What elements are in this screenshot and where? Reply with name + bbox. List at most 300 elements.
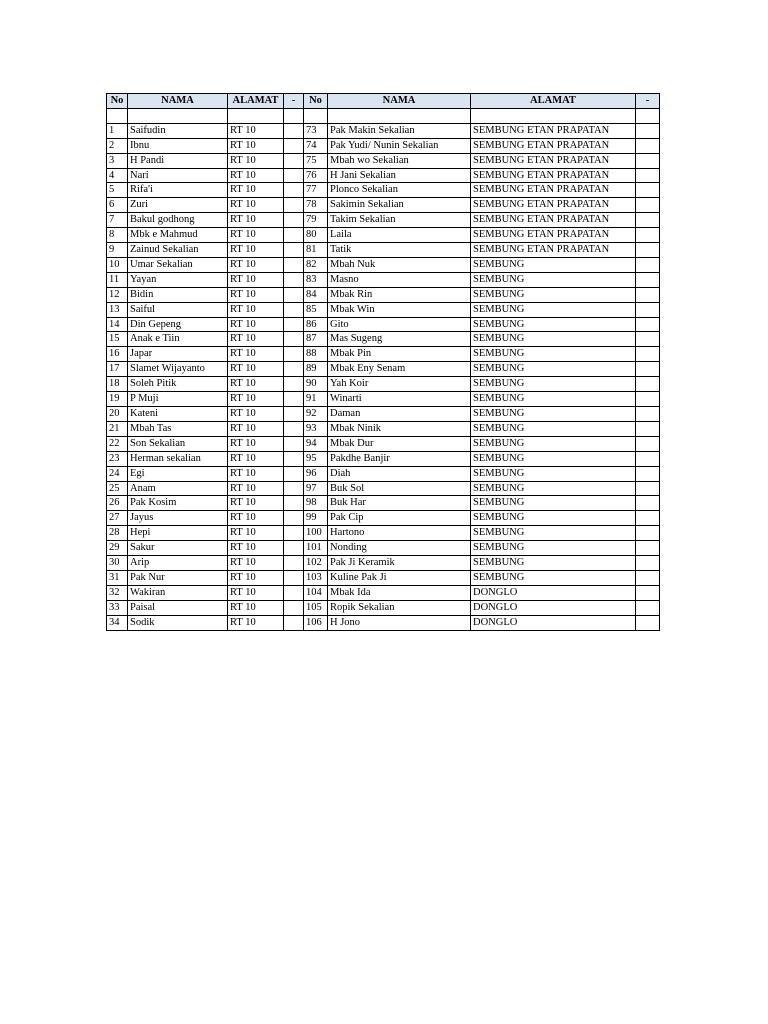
cell-alamat-2: SEMBUNG ETAN PRAPATAN [471,243,636,258]
table-row [107,436,660,451]
cell-dash-2 [636,585,660,600]
cell-nama: Herman sekalian [128,451,228,466]
cell-alamat-2: SEMBUNG [471,526,636,541]
cell-alamat-2: SEMBUNG [471,466,636,481]
cell-nama-2: Daman [328,407,471,422]
cell-dash-2 [636,421,660,436]
cell-nama: Sodik [128,615,228,630]
cell-no-2: 101 [304,541,328,556]
cell-alamat: RT 10 [228,243,284,258]
cell-dash [284,198,304,213]
cell-alamat-2: SEMBUNG ETAN PRAPATAN [471,153,636,168]
cell-dash [284,511,304,526]
cell-dash [284,362,304,377]
cell-alamat-2: SEMBUNG ETAN PRAPATAN [471,228,636,243]
blank-row [107,108,660,123]
header-no-2: No [304,94,328,109]
cell-dash [284,138,304,153]
table-body [107,108,660,630]
cell-dash-2 [636,168,660,183]
cell-alamat: RT 10 [228,570,284,585]
cell-nama-2: Pak Yudi/ Nunin Sekalian [328,138,471,153]
cell-no: 33 [107,600,128,615]
cell-nama-2: Mbah wo Sekalian [328,153,471,168]
table-row [107,511,660,526]
table-row [107,541,660,556]
cell-no-2: 91 [304,392,328,407]
cell-nama: Ibnu [128,138,228,153]
cell-dash-2 [636,541,660,556]
cell-nama-2: Laila [328,228,471,243]
cell-dash [284,585,304,600]
cell-no: 5 [107,183,128,198]
cell-nama: Son Sekalian [128,436,228,451]
cell-dash-2 [636,377,660,392]
table-row [107,287,660,302]
cell-no-2: 102 [304,556,328,571]
cell-dash [284,153,304,168]
cell-dash-2 [636,615,660,630]
cell-no: 34 [107,615,128,630]
cell-dash [284,407,304,422]
cell-nama: Soleh Pitik [128,377,228,392]
cell-dash [284,347,304,362]
cell-nama-2: Mas Sugeng [328,332,471,347]
cell-dash-2 [636,183,660,198]
cell-nama: Bidin [128,287,228,302]
cell-alamat-2: SEMBUNG [471,481,636,496]
blank-cell [636,108,660,123]
cell-alamat-2: SEMBUNG [471,257,636,272]
cell-alamat: RT 10 [228,585,284,600]
table-row [107,138,660,153]
cell-alamat: RT 10 [228,302,284,317]
cell-dash [284,421,304,436]
header-nama: NAMA [128,94,228,109]
cell-dash-2 [636,347,660,362]
cell-alamat: RT 10 [228,183,284,198]
cell-alamat-2: SEMBUNG [471,511,636,526]
cell-alamat: RT 10 [228,317,284,332]
cell-alamat-2: SEMBUNG [471,556,636,571]
table-row [107,257,660,272]
cell-alamat: RT 10 [228,123,284,138]
cell-dash [284,183,304,198]
cell-nama-2: Pak Ji Keramik [328,556,471,571]
cell-alamat-2: SEMBUNG [471,317,636,332]
cell-alamat: RT 10 [228,138,284,153]
cell-no-2: 97 [304,481,328,496]
blank-cell [471,108,636,123]
cell-alamat-2: DONGLO [471,585,636,600]
cell-nama: Rifa'i [128,183,228,198]
cell-dash [284,556,304,571]
cell-dash-2 [636,287,660,302]
cell-no-2: 80 [304,228,328,243]
cell-alamat-2: SEMBUNG ETAN PRAPATAN [471,123,636,138]
table-row [107,213,660,228]
cell-no: 24 [107,466,128,481]
cell-nama-2: Mbak Pin [328,347,471,362]
cell-alamat-2: SEMBUNG [471,407,636,422]
cell-nama-2: Pakdhe Banjir [328,451,471,466]
cell-nama-2: Mbak Rin [328,287,471,302]
cell-alamat: RT 10 [228,362,284,377]
cell-dash-2 [636,198,660,213]
cell-dash-2 [636,600,660,615]
cell-nama: Anam [128,481,228,496]
cell-alamat: RT 10 [228,600,284,615]
table-row [107,272,660,287]
cell-no: 13 [107,302,128,317]
cell-nama: Anak e Tiin [128,332,228,347]
cell-no-2: 95 [304,451,328,466]
cell-no-2: 90 [304,377,328,392]
cell-dash-2 [636,228,660,243]
cell-nama: Umar Sekalian [128,257,228,272]
cell-dash [284,615,304,630]
cell-nama: Arip [128,556,228,571]
cell-nama-2: H Jani Sekalian [328,168,471,183]
header-dash-2: - [636,94,660,109]
cell-no-2: 78 [304,198,328,213]
table-row [107,585,660,600]
cell-nama: Jayus [128,511,228,526]
cell-no-2: 89 [304,362,328,377]
cell-no: 6 [107,198,128,213]
cell-nama-2: Plonco Sekalian [328,183,471,198]
cell-no-2: 76 [304,168,328,183]
cell-dash [284,213,304,228]
cell-alamat: RT 10 [228,556,284,571]
cell-nama: Saiful [128,302,228,317]
cell-dash [284,377,304,392]
cell-nama-2: Takim Sekalian [328,213,471,228]
cell-alamat: RT 10 [228,287,284,302]
header-alamat-2: ALAMAT [471,94,636,109]
cell-dash [284,287,304,302]
cell-no-2: 82 [304,257,328,272]
cell-dash-2 [636,138,660,153]
cell-nama: Paisal [128,600,228,615]
cell-no: 27 [107,511,128,526]
table-row [107,153,660,168]
cell-no: 28 [107,526,128,541]
table-row [107,496,660,511]
cell-dash [284,302,304,317]
cell-alamat-2: SEMBUNG ETAN PRAPATAN [471,168,636,183]
cell-no-2: 96 [304,466,328,481]
cell-dash-2 [636,362,660,377]
blank-cell [228,108,284,123]
table-row [107,570,660,585]
cell-no-2: 79 [304,213,328,228]
table-row [107,451,660,466]
cell-nama: Nari [128,168,228,183]
cell-alamat-2: SEMBUNG [471,332,636,347]
table-row [107,243,660,258]
table-row [107,392,660,407]
cell-no: 3 [107,153,128,168]
cell-dash-2 [636,481,660,496]
cell-alamat-2: SEMBUNG [471,421,636,436]
cell-nama-2: Buk Har [328,496,471,511]
cell-alamat-2: SEMBUNG [471,302,636,317]
cell-alamat: RT 10 [228,213,284,228]
table-row [107,421,660,436]
cell-no-2: 94 [304,436,328,451]
cell-alamat: RT 10 [228,466,284,481]
header-alamat: ALAMAT [228,94,284,109]
cell-no: 17 [107,362,128,377]
cell-nama-2: Hartono [328,526,471,541]
cell-alamat-2: SEMBUNG ETAN PRAPATAN [471,138,636,153]
cell-alamat: RT 10 [228,168,284,183]
cell-nama: Saifudin [128,123,228,138]
cell-dash-2 [636,511,660,526]
cell-no-2: 100 [304,526,328,541]
cell-alamat: RT 10 [228,347,284,362]
cell-no-2: 103 [304,570,328,585]
cell-nama: P Muji [128,392,228,407]
cell-no: 23 [107,451,128,466]
cell-no-2: 98 [304,496,328,511]
cell-no-2: 73 [304,123,328,138]
blank-cell [107,108,128,123]
cell-nama-2: Mbah Nuk [328,257,471,272]
table-row [107,228,660,243]
cell-alamat: RT 10 [228,407,284,422]
cell-dash-2 [636,436,660,451]
cell-no: 2 [107,138,128,153]
cell-nama: Japar [128,347,228,362]
cell-dash-2 [636,332,660,347]
cell-no-2: 99 [304,511,328,526]
cell-dash-2 [636,272,660,287]
cell-nama-2: Masno [328,272,471,287]
cell-dash-2 [636,496,660,511]
cell-nama: Bakul godhong [128,213,228,228]
blank-cell [328,108,471,123]
cell-no: 20 [107,407,128,422]
cell-no: 19 [107,392,128,407]
cell-no: 25 [107,481,128,496]
cell-alamat-2: SEMBUNG [471,570,636,585]
table-row [107,407,660,422]
cell-alamat-2: SEMBUNG [471,377,636,392]
cell-alamat-2: SEMBUNG [471,287,636,302]
blank-cell [128,108,228,123]
cell-nama-2: Ropik Sekalian [328,600,471,615]
cell-nama-2: Sakimin Sekalian [328,198,471,213]
cell-nama-2: Winarti [328,392,471,407]
table-row [107,481,660,496]
cell-no-2: 106 [304,615,328,630]
cell-no-2: 92 [304,407,328,422]
cell-no: 4 [107,168,128,183]
table-row [107,466,660,481]
cell-nama: Zuri [128,198,228,213]
cell-dash [284,243,304,258]
cell-no-2: 87 [304,332,328,347]
resident-list-table [106,93,660,631]
cell-dash-2 [636,123,660,138]
cell-no-2: 75 [304,153,328,168]
cell-no: 15 [107,332,128,347]
cell-nama-2: H Jono [328,615,471,630]
cell-no: 29 [107,541,128,556]
cell-nama: Zainud Sekalian [128,243,228,258]
cell-dash [284,257,304,272]
cell-no-2: 81 [304,243,328,258]
cell-nama-2: Gito [328,317,471,332]
table-row [107,600,660,615]
cell-no: 21 [107,421,128,436]
cell-dash-2 [636,153,660,168]
cell-dash [284,272,304,287]
cell-alamat-2: SEMBUNG ETAN PRAPATAN [471,183,636,198]
cell-alamat-2: SEMBUNG [471,496,636,511]
cell-no-2: 77 [304,183,328,198]
cell-alamat-2: SEMBUNG [471,541,636,556]
table-row [107,302,660,317]
cell-alamat-2: SEMBUNG [471,392,636,407]
cell-nama-2: Nonding [328,541,471,556]
table-row [107,526,660,541]
cell-dash-2 [636,243,660,258]
cell-dash-2 [636,392,660,407]
table-row [107,317,660,332]
cell-alamat-2: SEMBUNG [471,362,636,377]
cell-dash [284,600,304,615]
cell-no: 7 [107,213,128,228]
cell-nama: Pak Nur [128,570,228,585]
cell-dash [284,541,304,556]
cell-dash [284,123,304,138]
cell-alamat: RT 10 [228,332,284,347]
cell-nama-2: Yah Koir [328,377,471,392]
cell-nama: Kateni [128,407,228,422]
cell-no-2: 105 [304,600,328,615]
cell-nama-2: Buk Sol [328,481,471,496]
cell-nama-2: Pak Makin Sekalian [328,123,471,138]
cell-alamat-2: DONGLO [471,615,636,630]
cell-no: 14 [107,317,128,332]
cell-dash [284,392,304,407]
cell-no: 12 [107,287,128,302]
cell-alamat: RT 10 [228,481,284,496]
cell-dash [284,436,304,451]
cell-dash-2 [636,466,660,481]
cell-dash-2 [636,556,660,571]
cell-alamat-2: DONGLO [471,600,636,615]
cell-alamat-2: SEMBUNG [471,436,636,451]
cell-nama: Wakiran [128,585,228,600]
header-no: No [107,94,128,109]
cell-nama: Sakur [128,541,228,556]
cell-nama: Hepi [128,526,228,541]
cell-alamat-2: SEMBUNG [471,451,636,466]
cell-dash [284,168,304,183]
cell-alamat-2: SEMBUNG [471,272,636,287]
cell-nama: Yayan [128,272,228,287]
cell-alamat: RT 10 [228,421,284,436]
cell-no-2: 85 [304,302,328,317]
cell-no: 11 [107,272,128,287]
cell-no-2: 93 [304,421,328,436]
table-row [107,198,660,213]
cell-no: 8 [107,228,128,243]
table-row [107,347,660,362]
cell-nama: Egi [128,466,228,481]
cell-no: 32 [107,585,128,600]
header-row [107,94,660,109]
table-row [107,615,660,630]
cell-dash [284,481,304,496]
cell-alamat: RT 10 [228,526,284,541]
cell-alamat: RT 10 [228,392,284,407]
cell-no: 31 [107,570,128,585]
table-row [107,362,660,377]
cell-dash [284,496,304,511]
cell-alamat: RT 10 [228,153,284,168]
cell-no: 1 [107,123,128,138]
table-row [107,123,660,138]
cell-dash [284,526,304,541]
cell-dash [284,466,304,481]
cell-alamat: RT 10 [228,511,284,526]
blank-cell [304,108,328,123]
cell-dash [284,332,304,347]
cell-dash [284,228,304,243]
cell-no-2: 84 [304,287,328,302]
header-nama-2: NAMA [328,94,471,109]
cell-no-2: 83 [304,272,328,287]
cell-nama-2: Pak Cip [328,511,471,526]
table-row [107,183,660,198]
cell-dash-2 [636,302,660,317]
cell-nama: Mbk e Mahmud [128,228,228,243]
cell-dash-2 [636,570,660,585]
cell-nama-2: Mbak Dur [328,436,471,451]
cell-nama-2: Mbak Ida [328,585,471,600]
cell-alamat: RT 10 [228,615,284,630]
cell-alamat: RT 10 [228,257,284,272]
cell-alamat: RT 10 [228,436,284,451]
cell-alamat: RT 10 [228,198,284,213]
blank-cell [284,108,304,123]
cell-no-2: 88 [304,347,328,362]
cell-dash [284,451,304,466]
cell-no: 30 [107,556,128,571]
cell-no: 26 [107,496,128,511]
cell-no: 16 [107,347,128,362]
cell-dash [284,570,304,585]
cell-no: 9 [107,243,128,258]
header-dash: - [284,94,304,109]
cell-nama: Pak Kosim [128,496,228,511]
cell-nama-2: Mbak Eny Senam [328,362,471,377]
cell-alamat-2: SEMBUNG ETAN PRAPATAN [471,213,636,228]
cell-alamat: RT 10 [228,377,284,392]
cell-alamat: RT 10 [228,541,284,556]
cell-nama-2: Kuline Pak Ji [328,570,471,585]
cell-nama: Mbah Tas [128,421,228,436]
cell-alamat: RT 10 [228,272,284,287]
cell-nama: Slamet Wijayanto [128,362,228,377]
cell-no-2: 74 [304,138,328,153]
cell-nama-2: Mbak Win [328,302,471,317]
